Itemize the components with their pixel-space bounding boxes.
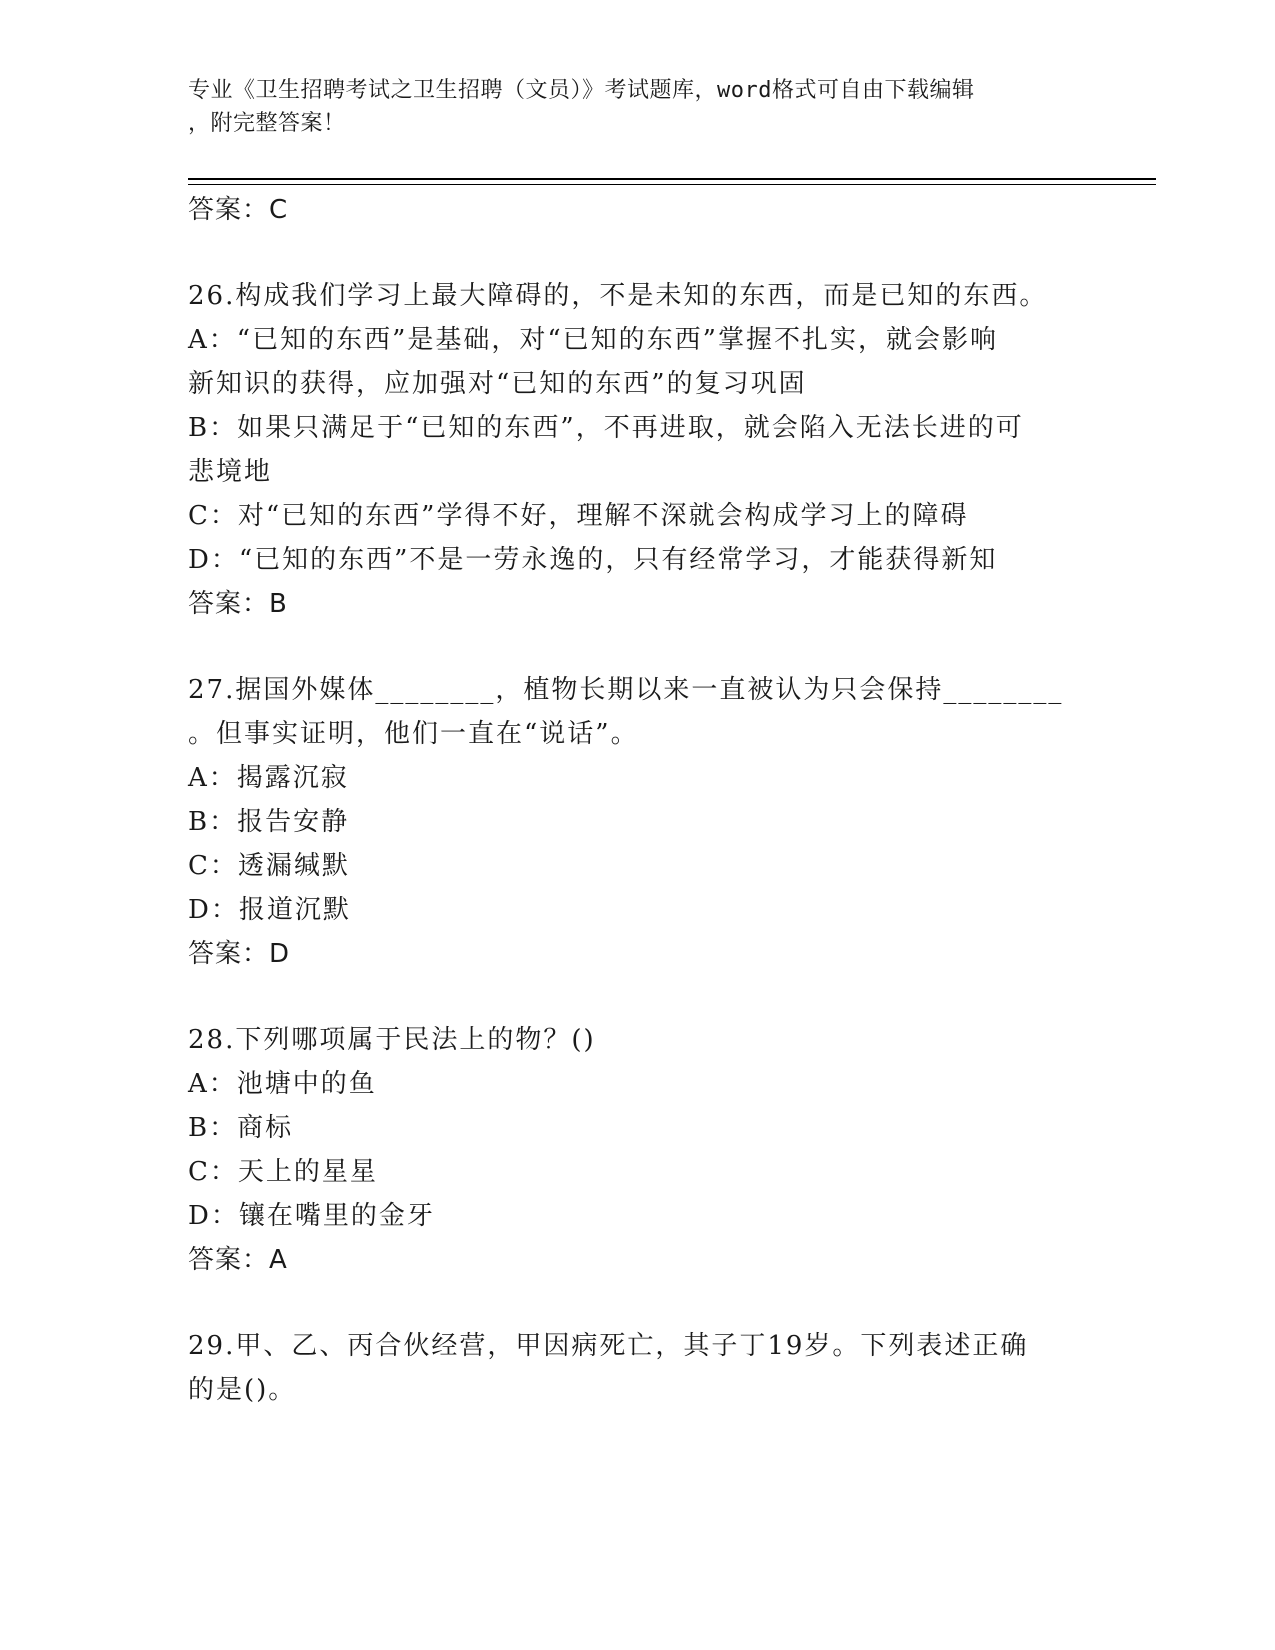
header-line-2: ，附完整答案！ (188, 111, 346, 136)
q26-option-b-line1: B：如果只满足于“已知的东西”，不再进取，就会陷入无法长进的可 (188, 413, 1024, 443)
document-header (188, 74, 1068, 140)
q28-option-a: A：池塘中的鱼 (188, 1069, 377, 1099)
header-divider-thin (188, 184, 1156, 185)
q27-option-a: A：揭露沉寂 (188, 763, 349, 793)
answer-q28: 答案：A (188, 1245, 288, 1275)
q27-stem-line1: 27.据国外媒体________，植物长期以来一直被认为只会保持________ (188, 675, 1064, 705)
q27-option-c: C：透漏缄默 (188, 851, 350, 881)
answer-q25: 答案：C (188, 195, 289, 225)
answer-q27: 答案：D (188, 939, 291, 969)
q26-option-c: C：对“已知的东西”学得不好，理解不深就会构成学习上的障碍 (188, 501, 969, 531)
q28-stem: 28.下列哪项属于民法上的物？() (188, 1025, 596, 1055)
q26-option-a-line1: A：“已知的东西”是基础，对“已知的东西”掌握不扎实，就会影响 (188, 325, 998, 355)
q26-option-d: D：“已知的东西”不是一劳永逸的，只有经常学习，才能获得新知 (188, 545, 998, 575)
q27-option-d: D：报道沉默 (188, 895, 351, 925)
q26-stem: 26.构成我们学习上最大障碍的，不是未知的东西，而是已知的东西。 (188, 281, 1048, 311)
q29-stem-line1: 29.甲、乙、丙合伙经营，甲因病死亡，其子丁19岁。下列表述正确 (188, 1331, 1029, 1361)
q28-option-d: D：镶在嘴里的金牙 (188, 1201, 435, 1231)
header-line-1: 专业《卫生招聘考试之卫生招聘（文员）》考试题库，word格式可自由下载编辑 (188, 78, 975, 103)
q29-stem-line2: 的是()。 (188, 1375, 297, 1405)
q28-option-c: C：天上的星星 (188, 1157, 378, 1187)
q28-option-b: B：商标 (188, 1113, 294, 1143)
answer-q26: 答案：B (188, 589, 288, 619)
q26-option-a-line2: 新知识的获得，应加强对“已知的东西”的复习巩固 (188, 369, 807, 399)
q26-option-b-line2: 悲境地 (188, 457, 273, 487)
q27-option-b: B：报告安静 (188, 807, 350, 837)
header-divider-thick (188, 178, 1156, 180)
q27-stem-line2: 。但事实证明，他们一直在“说话”。 (188, 719, 639, 749)
